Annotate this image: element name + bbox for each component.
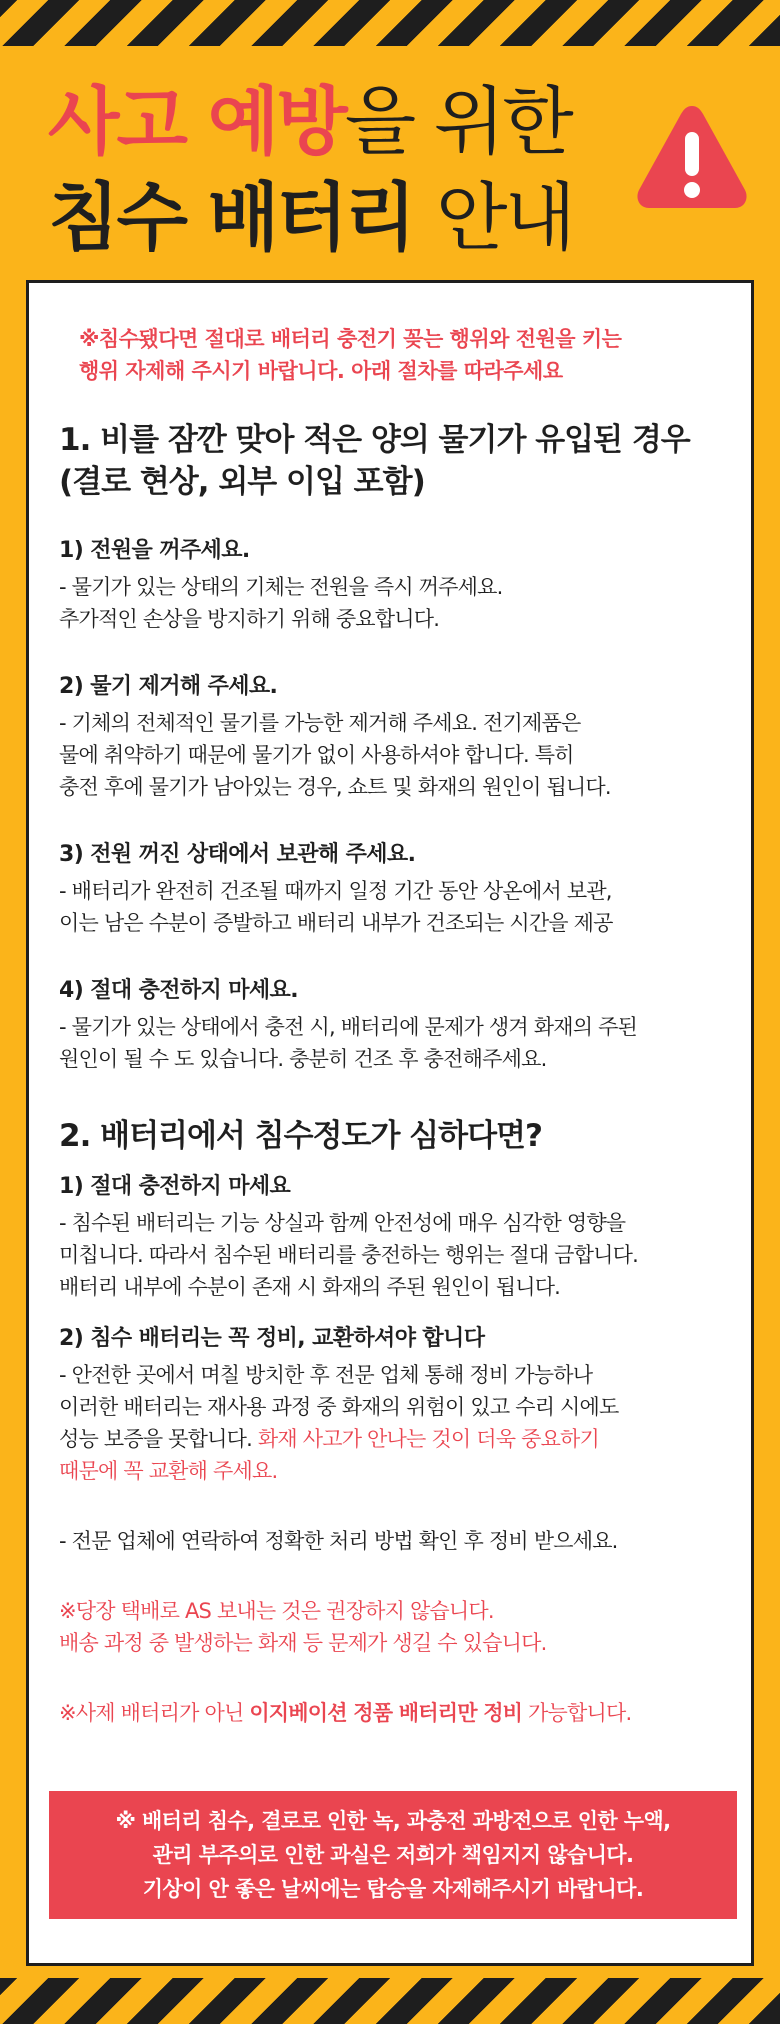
genuine-prefix: ※사제 배터리가 아닌 [59,1701,250,1725]
section-1-step [59,839,719,939]
step-body-text: - 안전한 곳에서 며칠 방치한 후 전문 업체 통해 정비 가능하나 이러한 배터리는 재사용 과정 중 화재의 위험이 있고 수리 시에도 성능 보증을 못합니다. [59,1363,619,1451]
section-1-step [59,535,719,635]
step-body: - 침수된 배터리는 기능 상실과 함께 안전성에 매우 심각한 영향을 미칩니다. 따라서 침수된 배터리를 충전하는 행위는 절대 금합니다. 배터리 내부에 수분이 존재 시 화재의 주된 원인이 됩니다. [59,1211,638,1299]
step-body [59,1359,719,1487]
step-title: 1) 전원을 꺼주세요. [59,538,250,563]
step-body: - 배터리가 완전히 건조될 때까지 일정 기간 동안 상온에서 보관, 이는 남은 수분이 증발하고 배터리 내부가 건조되는 시간을 제공 [59,879,613,935]
title-text: 을 위한 [344,79,571,165]
contact-text: - 전문 업체에 연락하여 정확한 처리 방법 확인 후 정비 받으세요. [59,1529,618,1553]
disclaimer-line: 기상이 안 좋은 날씨에는 탑승을 자제해주시기 바랍니다. [142,1877,644,1901]
step-body: - 물기가 있는 상태에서 충전 시, 배터리에 문제가 생겨 화재의 주된 원인이 될 수 도 있습니다. 충분히 건조 후 충전해주세요. [59,1015,638,1071]
disclaimer-line: ※ 배터리 침수, 결로로 인한 녹, 과충전 과방전으로 인한 누액, [115,1809,671,1833]
disclaimer-box [49,1791,737,1919]
section-1-step [59,975,719,1075]
step-body: - 물기가 있는 상태의 기체는 전원을 즉시 꺼주세요. 추가적인 손상을 방지하기 위해 중요합니다. [59,575,503,631]
page-title [48,74,628,266]
genuine-suffix: 가능합니다. [522,1701,632,1725]
genuine-battery-notice [59,1697,719,1729]
step-title: 4) 절대 충전하지 마세요. [59,978,298,1003]
title-highlight: 사고 예방 [48,79,345,165]
section-1-title: 1. 비를 잠깐 맞아 적은 양의 물기가 유입된 경우 (결로 현상, 외부 이입 포함) [59,422,690,500]
title-line-1 [48,74,628,170]
section-1-step [59,671,719,803]
warning-triangle-icon [634,100,750,216]
disclaimer-line: 관리 부주의로 인한 과실은 저희가 책임지지 않습니다. [152,1843,634,1867]
step-title: 1) 절대 충전하지 마세요 [59,1174,291,1199]
title-light: 안내 [435,175,573,261]
courier-warning: ※당장 택배로 AS 보내는 것은 권장하지 않습니다. 배송 과정 중 발생하는 화재 등 문제가 생길 수 있습니다. [59,1599,547,1655]
hazard-stripe-top [0,0,780,46]
step-title: 3) 전원 꺼진 상태에서 보관해 주세요. [59,842,416,867]
title-line-2 [48,170,628,266]
step-title: 2) 침수 배터리는 꼭 정비, 교환하셔야 합니다 [59,1326,485,1351]
title-bold: 침수 배터리 [48,175,414,261]
step-body-emphasis: 화재 사고가 안나는 것이 더욱 중요하기 때문에 꼭 교환해 주세요. [59,1427,600,1483]
step-title: 2) 물기 제거해 주세요. [59,674,278,699]
genuine-brand: 이지베이션 정품 배터리만 정비 [249,1701,523,1725]
section-2-title: 2. 배터리에서 침수정도가 심하다면? [59,1118,542,1154]
step-body: - 기체의 전체적인 물기를 가능한 제거해 주세요. 전기제품은 물에 취약하기 때문에 물기가 없이 사용하셔야 합니다. 특히 충전 후에 물기가 남아있는 경우, 쇼트 및 화재의 원인이 됩니다. [59,711,611,799]
notice-text: ※침수됐다면 절대로 배터리 충전기 꽂는 행위와 전원을 키는 행위 자제해 주시기 바랍니다. 아래 절차를 따라주세요 [79,327,622,383]
content-card [26,280,754,1966]
hazard-stripe-bottom [0,1978,780,2024]
